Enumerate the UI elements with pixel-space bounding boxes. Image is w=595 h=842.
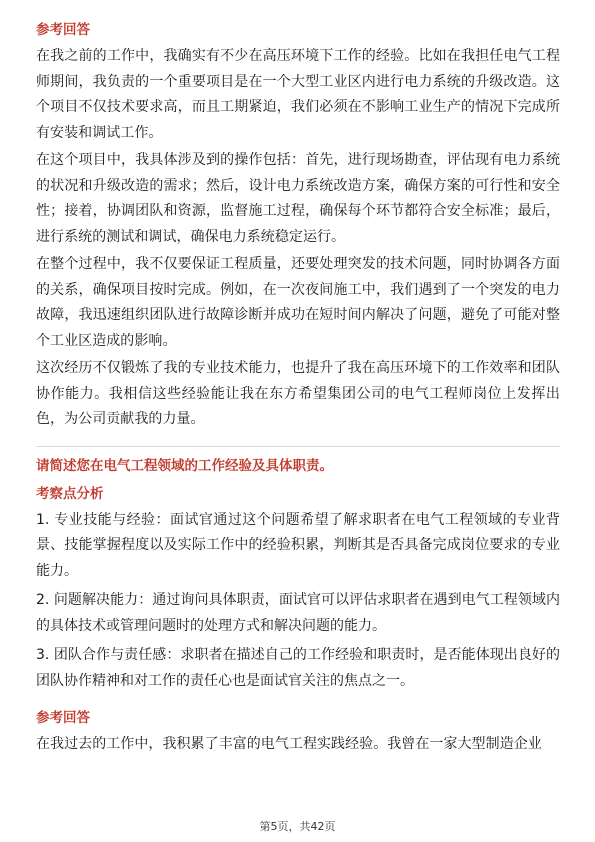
answer-paragraph: 在我之前的工作中，我确实有不少在高压环境下工作的经验。比如在我担任电气工程师期间，我负责的一个重要项目是在一个大型工业区内进行电力系统的升级改造。这个项目不仅技术要求高，而且工期紧迫，我们必须在不影响工业生产的情况下完成所有安装和调试工作。 — [36, 48, 560, 141]
list-item: 1. 专业技能与经验：面试官通过这个问题希望了解求职者在电气工程领域的专业背景、技能掌握程度以及实际工作中的经验积累，判断其是否具备完成岗位要求的专业能力。 — [36, 511, 560, 579]
answer-paragraph: 在这个项目中，我具体涉及到的操作包括：首先，进行现场勘查，评估现有电力系统的状况和升级改造的需求；然后，设计电力系统改造方案，确保方案的可行性和安全性；接着，协调团队和资源，监督施工过程，确保每个环节都符合安全标准；最后，进行系统的测试和调试，确保电力系统稳定运行。 — [36, 152, 560, 245]
page-number: 第5页，共42页 — [259, 820, 336, 833]
section-divider — [36, 446, 560, 447]
analysis-heading: 考察点分析 — [36, 485, 104, 502]
reference-answer-heading-2: 参考回答 — [36, 710, 90, 726]
list-item: 2. 问题解决能力：通过询问具体职责，面试官可以评估求职者在遇到电气工程领域内的具体技术或管理问题时的处理方式和解决问题的能力。 — [36, 592, 560, 634]
answer-paragraph: 在整个过程中，我不仅要保证工程质量，还要处理突发的技术问题，同时协调各方面的关系，确保项目按时完成。例如，在一次夜间施工中，我们遇到了一个突发的电力故障，我迅速组织团队进行故障诊断并成功在短时间内解决了问题，避免了可能对整个工业区造成的影响。 — [36, 256, 560, 349]
analysis-list — [36, 508, 560, 695]
list-item: 3. 团队合作与责任感：求职者在描述自己的工作经验和职责时，是否能体现出良好的团队协作精神和对工作的责任心也是面试官关注的焦点之一。 — [36, 647, 560, 689]
answer-paragraph: 在我过去的工作中，我积累了丰富的电气工程实践经验。我曾在一家大型制造企业 — [36, 736, 542, 752]
document-page — [36, 20, 560, 760]
answer-paragraph: 这次经历不仅锻炼了我的专业技术能力，也提升了我在高压环境下的工作效率和团队协作能力。我相信这些经验能让我在东方希望集团公司的电气工程师岗位上发挥出色，为公司贡献我的力量。 — [36, 360, 560, 427]
interview-question: 请简述您在电气工程领域的工作经验及具体职责。 — [36, 457, 333, 474]
reference-answer-heading: 参考回答 — [36, 22, 90, 38]
